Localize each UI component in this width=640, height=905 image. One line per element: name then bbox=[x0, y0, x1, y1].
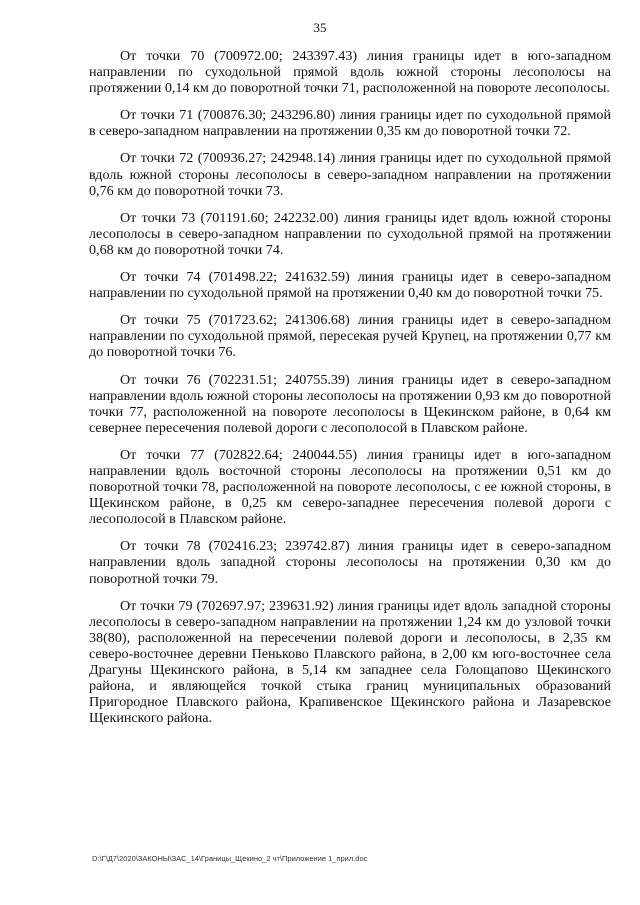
paragraph-point-75: От точки 75 (701723.62; 241306.68) линия границы идет в северо-западном направлении по суходольной прямой, пересекая ручей Крупец, на протяжении 0,77 км до поворотной точки 76. bbox=[89, 312, 611, 361]
page-number: 35 bbox=[313, 20, 327, 35]
paragraph-point-78: От точки 78 (702416.23; 239742.87) линия границы идет в северо-западном направлении вдоль западной стороны лесополосы на протяжении 0,30 км до поворотной точки 79. bbox=[89, 538, 611, 587]
paragraph-point-74: От точки 74 (701498.22; 241632.59) линия границы идет в северо-западном направлении по суходольной прямой на протяжении 0,40 км до поворотной точки 75. bbox=[89, 269, 611, 302]
paragraph-point-76: От точки 76 (702231.51; 240755.39) линия границы идет в северо-западном направлении вдоль южной стороны лесополосы на протяжении 0,93 км до поворотной точки 77, расположенной на повороте лесополосы в Щекинском районе, в 0,64 км севернее пересечения полевой дороги с лесополосой в Плавском районе. bbox=[89, 371, 611, 436]
paragraph-point-70: От точки 70 (700972.00; 243397.43) линия границы идет в юго-западном направлении по суходольной прямой вдоль южной стороны лесополосы на протяжении 0,14 км до поворотной точки 71, расположенной на повороте лесополосы. bbox=[89, 48, 611, 97]
paragraph-point-73: От точки 73 (701191.60; 242232.00) линия границы идет вдоль южной стороны лесополосы в северо-западном направлении по суходольной прямой на протяжении 0,68 км до поворотной точки 74. bbox=[89, 209, 611, 258]
file-path-footer: D:\Г\Д7\2020\ЗАКОНЫ\ЗАС_14\Границы_Щекино_2 чт\Приложение 1_прил.doc bbox=[92, 854, 368, 863]
paragraph-point-77: От точки 77 (702822.64; 240044.55) линия границы идет в юго-западном направлении вдоль восточной стороны лесополосы на протяжении 0,51 км до поворотной точки 78, расположенной на повороте лесополосы, с ее южной стороны, в Щекинском районе, в 0,25 км северо-западнее пересечения полевой дороги с лесополосой в Плавском районе. bbox=[89, 446, 611, 528]
document-body bbox=[89, 48, 611, 737]
paragraph-point-79: От точки 79 (702697.97; 239631.92) линия границы идет вдоль западной стороны лесополосы в северо-западном направлении на протяжении 1,24 км до узловой точки 38(80), расположенной на пересечении полевой дороги и лесополосы, в 2,35 км северо-восточнее деревни Пеньково Плавского района, в 2,00 км юго-восточнее села Драгуны Щекинского района, в 5,14 км западнее села Голощапово Щекинского района, и являющейся точкой стыка границ муниципальных образований Пригородное Плавского района, Крапивенское Щекинского района и Лазаревское Щекинского района. bbox=[89, 597, 611, 727]
paragraph-point-72: От точки 72 (700936.27; 242948.14) линия границы идет по суходольной прямой вдоль южной стороны лесополосы в северо-западном направлении на протяжении 0,76 км до поворотной точки 73. bbox=[89, 150, 611, 199]
paragraph-point-71: От точки 71 (700876.30; 243296.80) линия границы идет по суходольной прямой в северо-западном направлении на протяжении 0,35 км до поворотной точки 72. bbox=[89, 107, 611, 140]
